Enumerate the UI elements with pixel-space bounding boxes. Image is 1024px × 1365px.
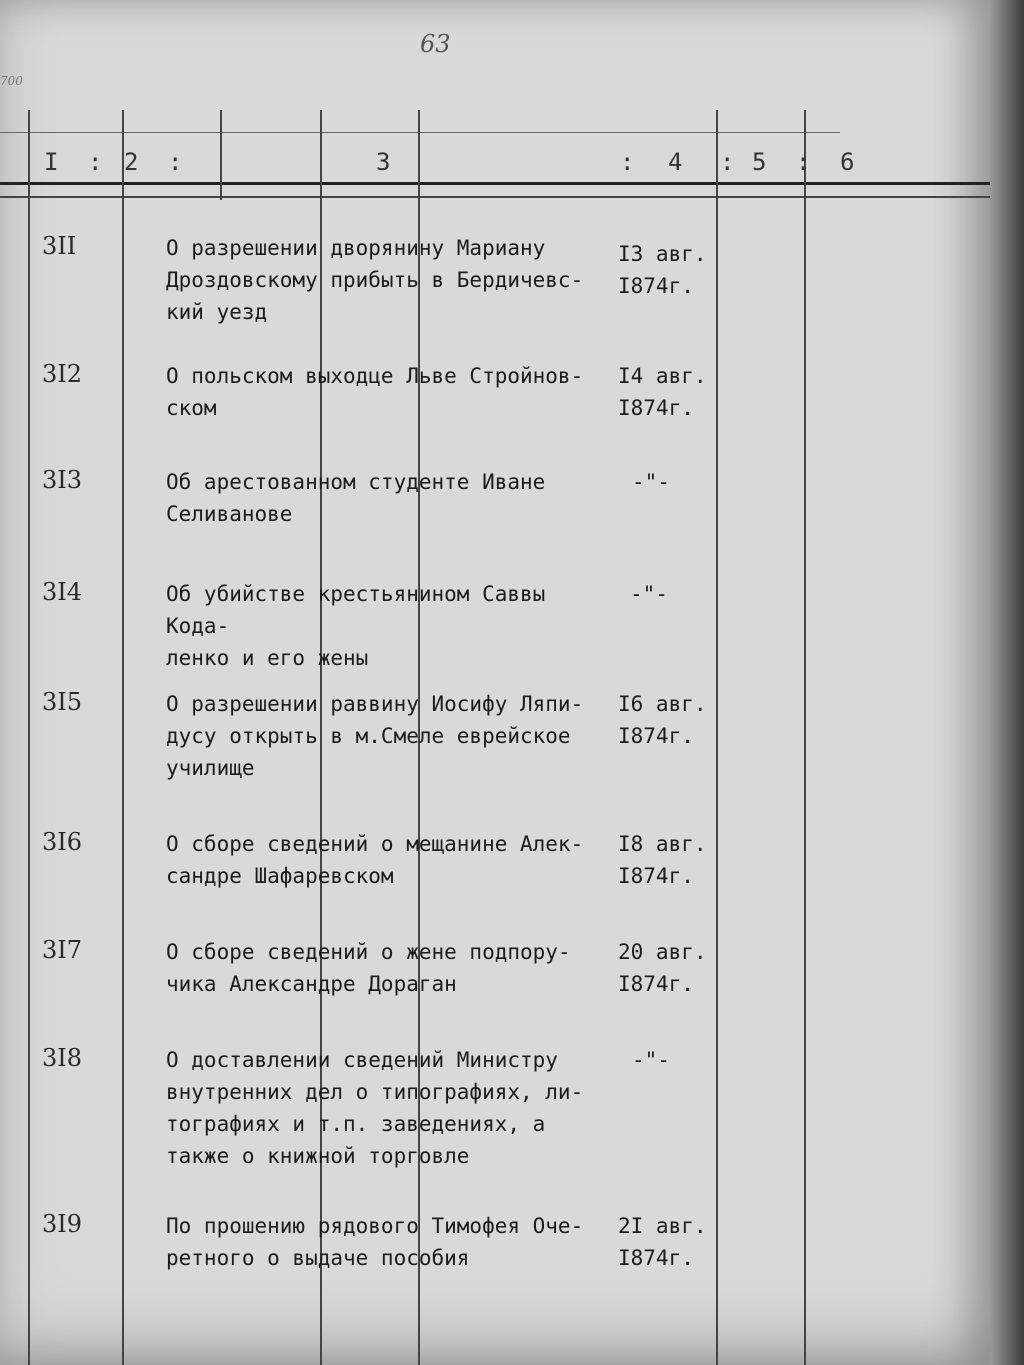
column-divider-7 [804,110,806,1365]
record-number: 3I6 [42,828,83,856]
header-col-6: 6 [840,148,855,176]
header-sep: : [620,148,635,176]
column-divider-1 [28,110,30,1365]
record-date: I4 авг. I874г. [618,364,707,420]
page-edge-shadow [990,0,1024,1365]
corner-note: 700 [0,74,23,88]
header-sep: : [168,148,183,176]
header-sep: : [796,148,811,176]
column-divider-3 [220,110,222,200]
record-date: -"- [632,470,670,494]
page-number: 63 [420,30,451,58]
record-number: 3II [42,232,77,260]
record-date: -"- [632,1048,670,1072]
record-title: Об убийстве крестьянином Саввы Кода- ленко и его жены [166,582,546,670]
header-sep: : [720,148,735,176]
record-title: Об арестованном студенте Иване Селиванове [166,470,546,526]
record-title: О сборе сведений о жене подпору- чика Александре Дораган [166,940,571,996]
record-date: I3 авг. I874г. [618,242,707,298]
record-title: О сборе сведений о мещанине Алек- сандре Шафаревском [166,832,584,888]
header-col-1: I [44,148,59,176]
record-date: -"- [630,582,668,606]
table-top-rule [0,132,840,133]
record-number: 3I2 [42,360,83,388]
table-header-rule [0,182,990,185]
record-number: 3I3 [42,466,83,494]
table-header-rule-2 [0,196,990,198]
record-title: О доставлении сведений Министру внутренних дел о типографиях, ли- тографиях и т.п. заведениях, а также о книжной торговле [166,1048,584,1168]
record-date: 20 авг. I874г. [618,940,707,996]
record-number: 3I5 [42,688,83,716]
record-number: 3I4 [42,578,83,606]
header-col-4: 4 [668,148,683,176]
header-col-2: 2 [124,148,139,176]
record-title: По прошению рядового Тимофея Оче- ретного о выдаче пособия [166,1214,584,1270]
record-number: 3I7 [42,936,83,964]
record-date: I6 авг. I874г. [618,692,707,748]
header-sep: : [88,148,103,176]
column-divider-2 [122,110,124,1365]
record-title: О разрешении раввину Иосифу Ляпи- дусу открыть в м.Смеле еврейское училище [166,692,584,780]
record-title: О польском выходце Льве Стройнов- ском [166,364,584,420]
header-col-5: 5 [752,148,767,176]
record-date: 2I авг. I874г. [618,1214,707,1270]
header-col-3: 3 [376,148,391,176]
record-date: I8 авг. I874г. [618,832,707,888]
record-number: 3I8 [42,1044,83,1072]
record-number: 3I9 [42,1210,83,1238]
record-title: О разрешении дворянину Мариану Дроздовскому прибыть в Бердичевс- кий уезд [166,236,584,324]
